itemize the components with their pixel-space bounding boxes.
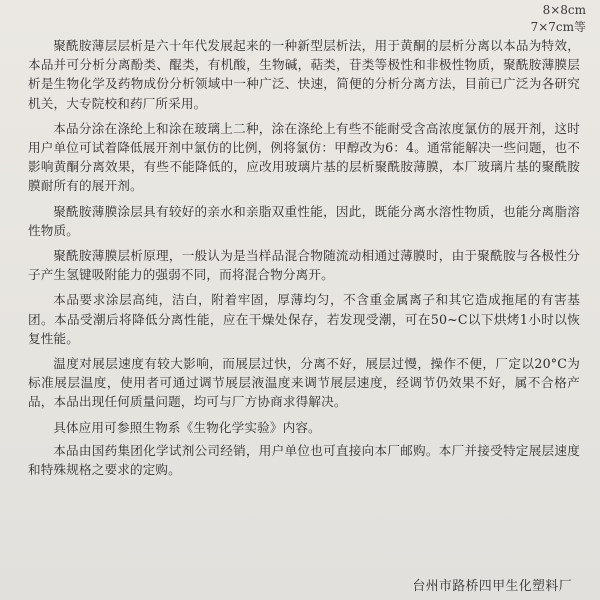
paragraph-substrates: 本品分涂在涤纶上和涂在玻璃上二种，涂在涤纶上有些不能耐受含高浓度氯仿的展开剂，这时用户单位可试着降低展开剂中氯仿的比例，例将氯仿：甲醇改为6：4。通常能解决一些问题，也不影响黄酮分离效果，有些不能降低的，应改用玻璃片基的层析聚酰胺薄膜，本厂玻璃片基的聚酰胺膜耐所有的展开剂。 bbox=[28, 120, 580, 194]
paragraph-distribution: 本品由国药集团化学试剂公司经销，用户单位也可直接向本厂邮购。本厂并接受特定展层速度和特殊规格之要求的定购。 bbox=[28, 442, 580, 478]
manufacturer-name: 台州市路桥四甲生化塑料厂 bbox=[412, 579, 572, 594]
paragraph-requirements: 本品要求涂层高纯，洁白，附着牢固，厚薄均匀，不含重金属离子和其它造成拖尾的有害基团。本品受潮后将降低分离性能，应在干燥处保存，若发现受潮，可在50~C以下烘烤1小时以恢复性能。 bbox=[28, 292, 580, 346]
size-specs bbox=[531, 2, 586, 36]
size-spec-1: 8×8cm bbox=[542, 3, 586, 17]
body-text bbox=[28, 36, 580, 485]
paragraph-principle: 聚酰胺薄膜层析原理，一般认为是当样品混合物随流动相通过薄膜时，由于聚酰胺与各极性分子产生氢键吸附能力的强弱不同，而将混合物分离开。 bbox=[28, 248, 580, 283]
paragraph-intro: 聚酰胺薄层层析是六十年代发展起来的一种新型层析法，用于黄酮的层析分离以本品为特效，本品并可分析分离酚类、醌类，有机酸，生物碱，萜类，苷类等极性和非极性物质，聚酰胺薄膜层析是生物化学及药物成份分析领域中一种广泛、快速，简便的分析分离方法，目前已广泛为各研究机关，大专院校和药厂所采用。 bbox=[28, 38, 580, 111]
paragraph-coating-properties: 聚酰胺薄膜涂层具有较好的亲水和亲脂双重性能，因此，既能分离水溶性物质，也能分离脂溶性物质。 bbox=[28, 203, 580, 238]
paragraph-temperature: 温度对展层速度有较大影响，而展层过快，分离不好，展层过慢，操作不便，厂定以20°C为标准展层温度，使用者可通过调节展层液温度来调节展层速度，经调节仍效果不好，属不合格产品，本品出现任何质量问题，均可与厂方协商求得解决。 bbox=[28, 356, 580, 410]
size-spec-2: 7×7cm等 bbox=[530, 20, 586, 34]
paragraph-reference: 具体应用可参照生物系《生物化学实验》内容。 bbox=[53, 419, 321, 435]
